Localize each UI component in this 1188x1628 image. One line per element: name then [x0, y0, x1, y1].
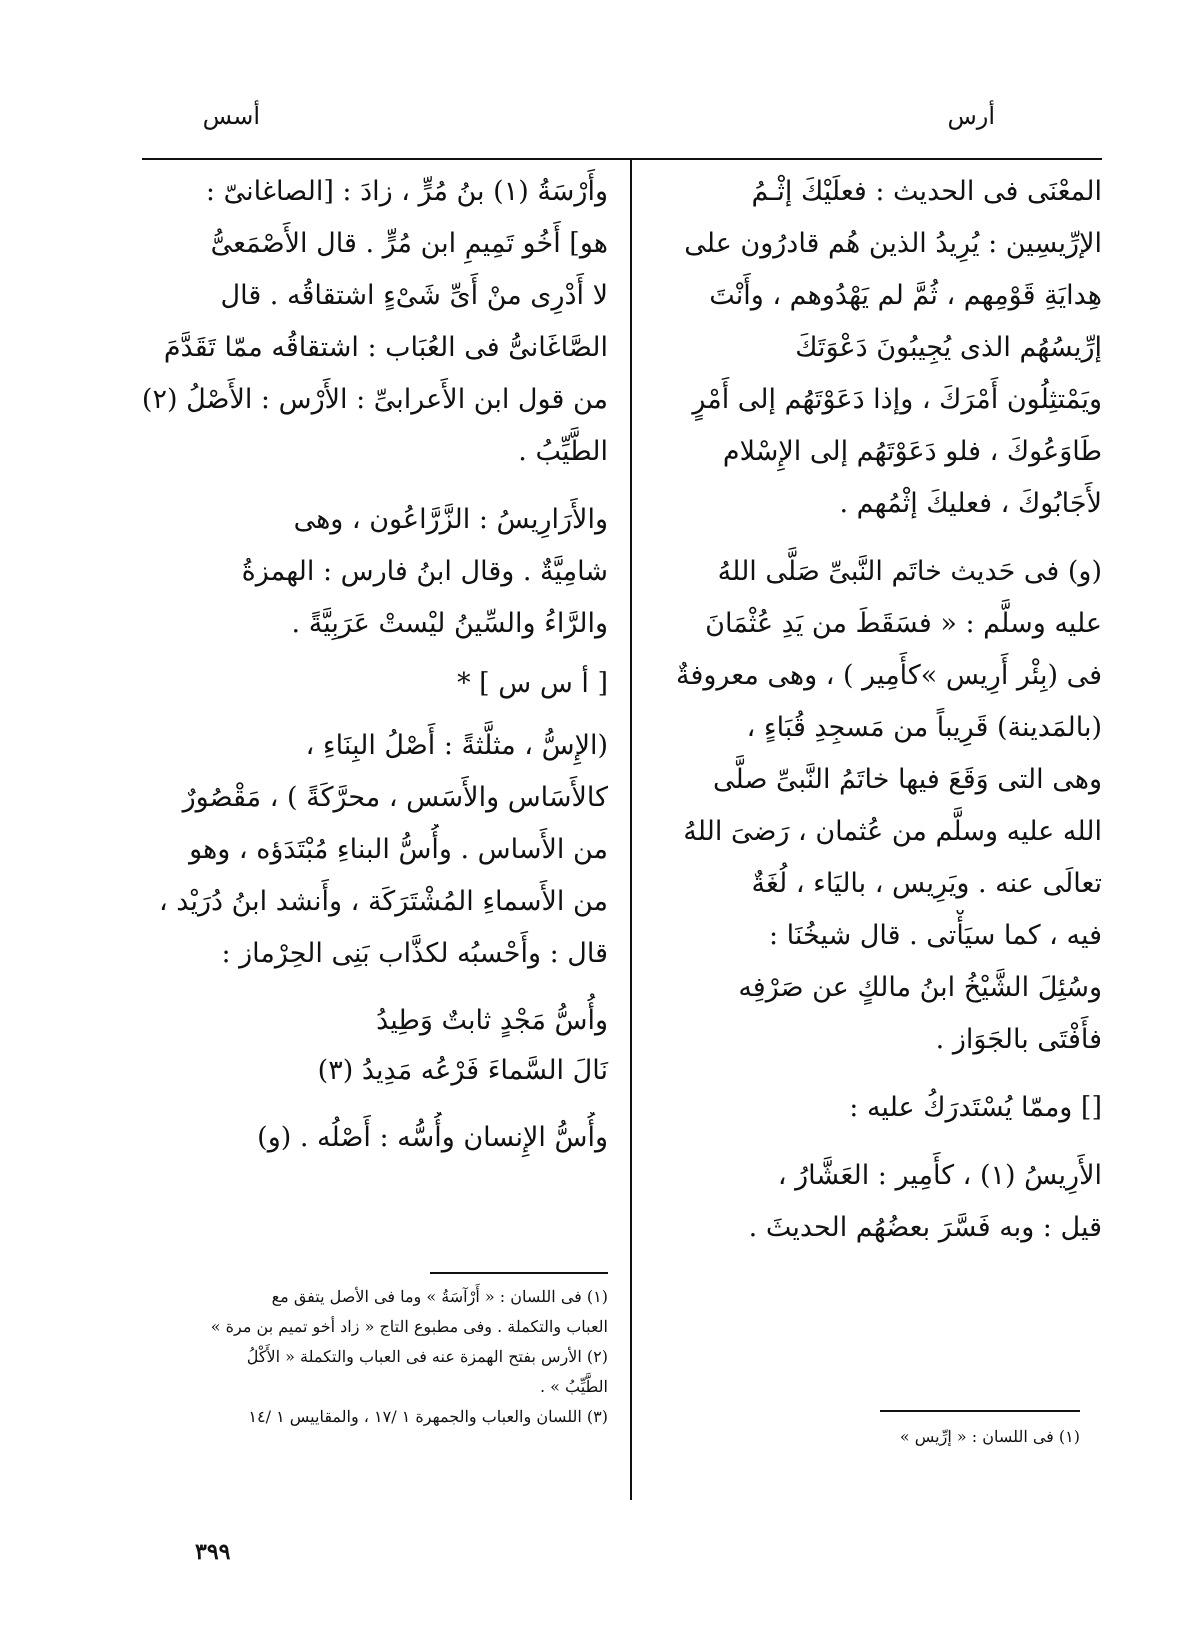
verse-block	[140, 996, 608, 1096]
text-line: كالأَسَاس والأَسَس ، محرَّكَةً ) ، مَقْصُورٌ	[182, 782, 608, 813]
page-number: ٣٩٩	[195, 1539, 231, 1565]
verse-line: وأُسُّ مَجْدٍ ثابتٌ وَطِيدُ	[376, 1005, 608, 1036]
text-line: طَاوَعُوكَ ، فلو دَعَوْتَهُم إلى الإِسْلام	[722, 436, 1102, 467]
left-column	[140, 166, 608, 1164]
text-line: لا أَدْرِى منْ أَىِّ شَىْءٍ اشتقاقُه . قال	[220, 280, 608, 311]
text-line: وهى التى وَقَعَ فيها خاتَمُ النَّبىِّ صلَّى	[713, 764, 1102, 795]
paragraph-gap	[140, 980, 608, 996]
text-line: الصَّاغَانىُّ فى العُبَاب : اشتقاقُه ممّا تَقَدَّمَ	[163, 332, 608, 363]
paragraph-gap	[140, 478, 608, 494]
paragraph-uss	[140, 720, 608, 980]
footnotes-right	[650, 1422, 1080, 1452]
entry-heading-a-s-s: [ أ س س ] *	[457, 668, 608, 699]
footnote-line: (٢) الأرس بفتح الهمزة عنه فى العباب والتكملة « الأَكْلُ	[246, 1347, 608, 1366]
paragraph-gap	[650, 1134, 1102, 1150]
paragraph-iris-meaning	[650, 166, 1102, 530]
paragraph-gap	[650, 1066, 1102, 1082]
text-line: وأُسُّ الإِنسان وأُسُّه : أَصْلُه . (و)	[257, 1122, 608, 1153]
paragraph-arsa	[140, 166, 608, 478]
footnote-rule-right	[880, 1410, 1080, 1412]
text-line: (الإِسُّ ، مثلَّثةً : أَصْلُ البِنَاءِ ،	[305, 730, 608, 761]
text-line: وأَرْسَةُ (١) بنُ مُرٍّ ، زادَ : [الصاغانىّ :	[205, 176, 608, 207]
text-line: فيه ، كما سيَأْتى . قال شيخُنَا :	[768, 920, 1102, 951]
text-line: هِدايَةِ قَوْمِهم ، ثُمَّ لم يَهْدُوهم ، وأَنْتَ	[709, 280, 1102, 311]
text-line: الطَّيِّبُ .	[518, 436, 608, 467]
paragraph-addendum-marker	[650, 1082, 1102, 1134]
paragraph-bir-aris	[650, 546, 1102, 1066]
footnote-line: (١) فى اللسان : « إرِّيس »	[899, 1427, 1080, 1446]
text-line: ويَمْتثِلُون أَمْرَكَ ، وإذا دَعَوْتَهُم إلى أَمْرٍ	[692, 384, 1102, 415]
text-line: والأَرَارِيسُ : الزَّرَّاعُون ، وهى	[293, 504, 608, 535]
text-line: الله عليه وسلَّم من عُثمان ، رَضىَ اللهُ	[683, 816, 1102, 847]
paragraph-uss-insan	[140, 1112, 608, 1164]
footnote-line: (٣) اللسان والعباب والجمهرة ١ /١٧ ، والمقاييس ١ /١٤	[248, 1407, 608, 1426]
text-line: من قول ابن الأَعرابىِّ : الأَرْس : الأَصْلُ (٢)	[141, 384, 608, 415]
text-line: من الأَسماءِ المُشْتَرَكَة ، وأَنشد ابنُ دُرَيْد ،	[158, 886, 608, 917]
text-line: عليه وسلَّم : « فسَقَطَ من يَدِ عُثْمَانَ	[705, 608, 1102, 639]
verse-line: نَالَ السَّماءَ فَرْعُه مَدِيدُ (٣)	[317, 1055, 608, 1086]
paragraph-gap	[140, 1096, 608, 1112]
text-line: إرِّيسُهُم الذى يُجِيبُونَ دَعْوَتَكَ	[795, 332, 1102, 363]
text-line: قيل : وبه فَسَّرَ بعضُهُم الحديثَ .	[748, 1212, 1102, 1243]
text-line: فى (بِئْر أَرِيس »كأَمِير ) ، وهى معروفةٌ	[675, 660, 1102, 691]
right-column	[650, 166, 1102, 1254]
footnote-rule-left	[430, 1272, 608, 1274]
text-line: الأَرِيسُ (١) ، كأَمِير : العَشَّارُ ،	[777, 1160, 1102, 1191]
text-line: لأَجَابُوكَ ، فعليكَ إثْمُهم .	[839, 488, 1102, 519]
footnote-line: (١) فى اللسان : « أَرْآسَةُ » وما فى الأصل يتفق مع	[271, 1287, 608, 1306]
text-line: قال : وأَحْسبُه لكذَّاب بَنِى الحِرْماز :	[221, 938, 608, 969]
text-line: المعْنَى فى الحديث : فعلَيْكَ إثْـمُ	[751, 176, 1102, 207]
column-divider	[630, 160, 632, 1500]
text-line: وسُئِلَ الشَّيْخُ ابنُ مالكٍ عن صَرْفِه	[738, 972, 1102, 1003]
text-line: من الأَساس . وأُسُّ البناءِ مُبْتَدَؤه ، وهو	[189, 834, 608, 865]
text-line: فأَفْتَى بالجَوَاز .	[935, 1024, 1102, 1055]
paragraph-ararees	[140, 494, 608, 650]
text-line: تعالَى عنه . ويَرِيس ، باليَاء ، لُغَةٌ	[751, 868, 1102, 899]
paragraph-gap	[650, 530, 1102, 546]
footnote-line: العباب والتكملة . وفى مطبوع التاج « زاد أخو تميم بن مرة »	[210, 1317, 608, 1336]
paragraph-aris-ashshar	[650, 1150, 1102, 1254]
text-line: شامِيَّةٌ . وقال ابنُ فارس : الهمزةُ	[241, 556, 608, 587]
text-line: (و) فى حَديث خاتَم النَّبىِّ صَلَّى اللهُ	[717, 556, 1102, 587]
text-line: (بالمَدينة) قَرِيباً من مَسجِدِ قُبَاءٍ ،	[746, 712, 1102, 743]
text-line: الإرِّيسِين : يُرِيدُ الذين هُم قادرُون على	[684, 228, 1102, 259]
running-header-left: أسس	[202, 102, 260, 130]
footnote-line: الطَّيِّبُ » .	[539, 1377, 608, 1396]
header-rule	[142, 158, 1102, 160]
text-line: والرَّاءُ والسِّينُ ليْستْ عَرَبِيَّةً .	[291, 608, 608, 639]
footnotes-left	[140, 1282, 608, 1432]
running-header-right: أرس	[947, 102, 995, 130]
text-line: [] وممّا يُسْتَدرَكُ عليه :	[849, 1092, 1102, 1123]
text-line: هو] أَخُو تَمِيمِ ابن مُرٍّ . قال الأَصْمَعىُّ	[210, 228, 608, 259]
